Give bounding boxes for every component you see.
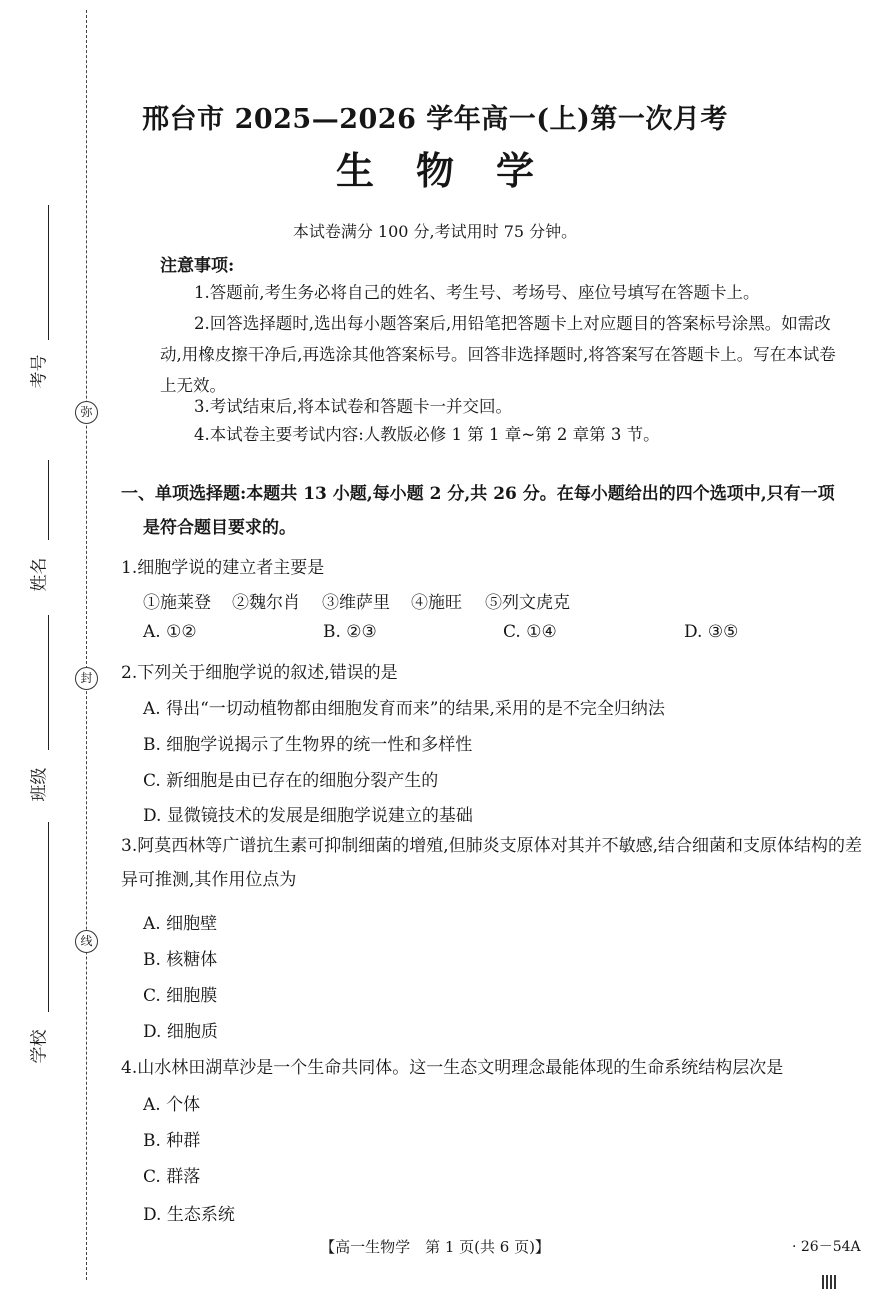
notice-heading: 注意事项: — [160, 256, 235, 276]
q1-option-d: D. ③⑤ — [684, 622, 739, 642]
field-name-label: 姓名 — [29, 557, 50, 592]
exam-code: · 26－54A — [792, 1239, 861, 1255]
q1-option-b: B. ②③ — [323, 622, 377, 642]
seal-char-mi: 弥 — [75, 401, 98, 424]
q3-option-a: A. 细胞壁 — [143, 914, 218, 934]
q2-option-c: C. 新细胞是由已存在的细胞分裂产生的 — [143, 771, 439, 791]
q3-option-b: B. 核糖体 — [143, 950, 218, 970]
q3-option-c: C. 细胞膜 — [143, 986, 218, 1006]
notice-item: 4.本试卷主要考试内容:人教版必修 1 第 1 章~第 2 章第 3 节。 — [194, 425, 660, 444]
question-4-stem: 4.山水林田湖草沙是一个生命共同体。这一生态文明理念最能体现的生命系统结构层次是 — [121, 1058, 784, 1078]
q2-option-b: B. 细胞学说揭示了生物界的统一性和多样性 — [143, 735, 473, 755]
field-exam-number-label: 考号 — [29, 354, 50, 389]
q2-option-d: D. 显微镜技术的发展是细胞学说建立的基础 — [143, 806, 473, 826]
exam-title: 邢台市 2025—2026 学年高一(上)第一次月考 — [142, 104, 728, 135]
q1-statement: ②魏尔肖 — [232, 593, 300, 613]
q4-option-d: D. 生态系统 — [143, 1205, 235, 1225]
q1-option-a: A. ①② — [143, 622, 197, 642]
q1-statement: ①施莱登 — [143, 593, 211, 613]
question-2-stem: 2.下列关于细胞学说的叙述,错误的是 — [121, 663, 398, 683]
notice-item: 3.考试结束后,将本试卷和答题卡一并交回。 — [194, 397, 512, 416]
field-school-label: 学校 — [29, 1029, 50, 1064]
page-footer: 【高一生物学 第 1 页(共 6 页)】 — [320, 1238, 550, 1256]
q1-statement: ⑤列文虎克 — [485, 593, 570, 613]
q1-statement: ④施旺 — [411, 593, 462, 613]
qr-code-icon — [822, 1275, 836, 1289]
seal-char-feng: 封 — [75, 667, 98, 690]
section-heading-line2: 是符合题目要求的。 — [143, 518, 296, 538]
section-heading-line1: 一、单项选择题:本题共 13 小题,每小题 2 分,共 26 分。在每小题给出的四个选项中,只有一项 — [121, 484, 835, 504]
seal-char-xian: 线 — [75, 930, 98, 953]
q3-option-d: D. 细胞质 — [143, 1022, 218, 1042]
question-3-stem: 3.阿莫西林等广谱抗生素可抑制细菌的增殖,但肺炎支原体对其并不敏感,结合细菌和支原体结构的差异可推测,其作用位点为 — [121, 836, 863, 890]
q4-option-a: A. 个体 — [143, 1095, 201, 1115]
binding-line — [86, 10, 87, 1280]
notice-item: 2.回答选择题时,选出每小题答案后,用铅笔把答题卡上对应题目的答案标号涂黑。如需改动,用橡皮擦干净后,再选涂其他答案标号。回答非选择题时,将答案写在答题卡上。写在本试卷上无效。 — [160, 314, 836, 395]
notice-item: 1.答题前,考生务必将自己的姓名、考生号、考场号、座位号填写在答题卡上。 — [194, 283, 760, 302]
q4-option-b: B. 种群 — [143, 1131, 201, 1151]
field-class-label: 班级 — [29, 767, 50, 802]
q4-option-c: C. 群落 — [143, 1167, 201, 1187]
q2-option-a: A. 得出“一切动植物都由细胞发育而来”的结果,采用的是不完全归纳法 — [143, 699, 665, 719]
subject-title: 生物学 — [335, 148, 576, 193]
question-1-stem: 1.细胞学说的建立者主要是 — [121, 558, 325, 578]
section-heading — [121, 477, 866, 545]
exam-info: 本试卷满分 100 分,考试用时 75 分钟。 — [292, 222, 578, 241]
q1-option-c: C. ①④ — [503, 622, 557, 642]
q1-statement: ③维萨里 — [322, 593, 390, 613]
